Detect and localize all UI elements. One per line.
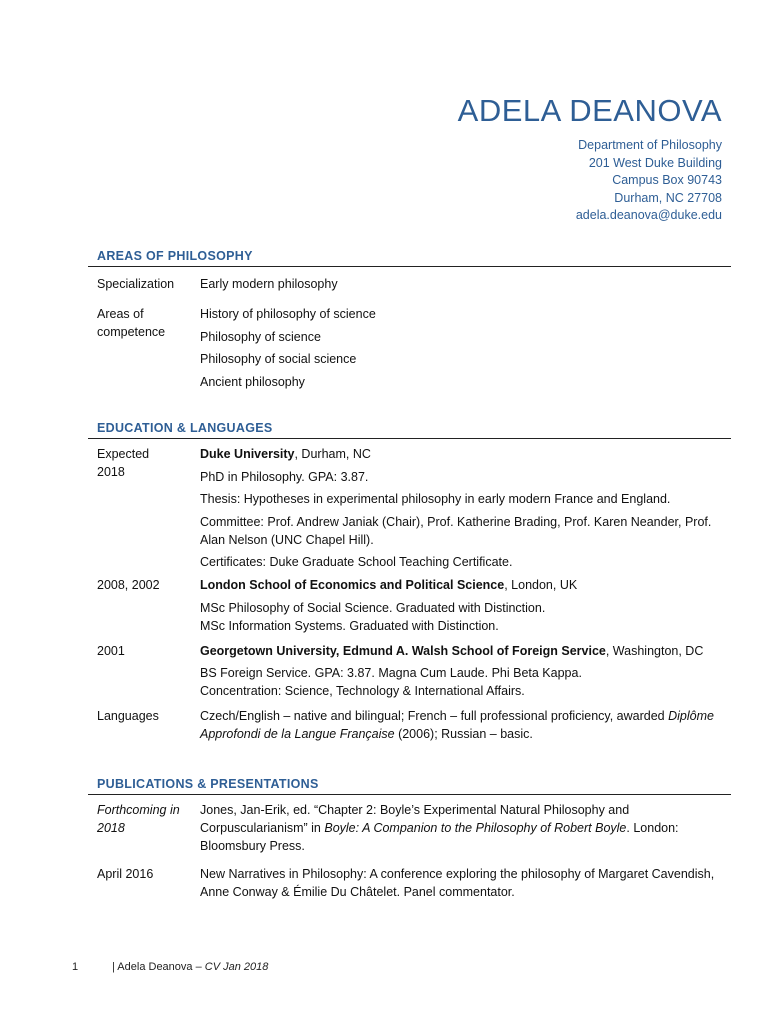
education-entry-georgetown bbox=[88, 642, 731, 701]
thesis-text: Thesis: Hypotheses in experimental philosophy in early modern France and England. bbox=[200, 492, 671, 506]
institution-location: , Washington, DC bbox=[605, 643, 704, 658]
competence-item: Philosophy of social science bbox=[200, 352, 357, 366]
page-number: 1 bbox=[72, 961, 79, 973]
row-label: Specialization bbox=[97, 277, 175, 291]
institution-location: , Durham, NC bbox=[294, 447, 371, 461]
education-entry-duke bbox=[88, 445, 731, 571]
specialization-row bbox=[88, 275, 731, 293]
section-title: AREAS OF PHILOSOPHY bbox=[97, 249, 253, 263]
committee-text: Committee: Prof. Andrew Janiak (Chair), Prof. Katherine Brading, Prof. Karen Neander, Prof. Alan Nelson (UNC Chapel Hill). bbox=[200, 514, 712, 547]
degree-text: BS Foreign Service. GPA: 3.87. Magna Cum Laude. Phi Beta Kappa. bbox=[200, 666, 582, 680]
institution-location: , London, UK bbox=[504, 578, 578, 592]
publication-text-end: . London: Bloomsbury Press. bbox=[200, 821, 679, 853]
diploma-title: Diplôme Approfondi de la Langue Française bbox=[200, 709, 714, 741]
entry-date: April 2016 bbox=[97, 867, 154, 881]
publication-text: Jones, Jan-Erik, ed. “Chapter 2: Boyle’s Experimental Natural Philosophy and Corpuscularianism” in bbox=[200, 803, 630, 835]
address-line: Durham, NC 27708 bbox=[614, 190, 722, 205]
section-title: EDUCATION & LANGUAGES bbox=[97, 421, 273, 435]
publication-entry bbox=[88, 801, 731, 855]
certificates-text: Certificates: Duke Graduate School Teaching Certificate. bbox=[200, 555, 513, 569]
section-publications bbox=[88, 774, 731, 901]
presentation-entry bbox=[88, 865, 731, 901]
specialization-value: Early modern philosophy bbox=[200, 277, 338, 291]
row-label: Languages bbox=[97, 709, 159, 723]
footer-doc: CV Jan 2018 bbox=[204, 961, 269, 973]
languages-row bbox=[88, 707, 731, 743]
education-entry-lse bbox=[88, 576, 731, 635]
entry-date: 2008, 2002 bbox=[97, 578, 160, 592]
competence-item: Philosophy of science bbox=[200, 329, 321, 344]
address-line: 201 West Duke Building bbox=[588, 155, 722, 170]
section-areas bbox=[88, 246, 731, 391]
competence-row bbox=[88, 305, 731, 391]
institution-name: London School of Economics and Political Science bbox=[200, 578, 505, 592]
institution-name: Georgetown University, Edmund A. Walsh School of Foreign Service bbox=[200, 643, 606, 658]
degree-text: MSc Philosophy of Social Science. Graduated with Distinction. bbox=[200, 600, 546, 615]
author-name: ADELA DEANOVA bbox=[457, 93, 722, 128]
address-block bbox=[458, 137, 722, 225]
section-title: PUBLICATIONS & PRESENTATIONS bbox=[97, 777, 319, 791]
entry-date: Expected 2018 bbox=[97, 447, 150, 479]
footer-author: | Adela Deanova – bbox=[112, 961, 205, 973]
institution-name: Duke University bbox=[200, 447, 295, 461]
address-line: Campus Box 90743 bbox=[612, 173, 722, 188]
page-footer bbox=[72, 961, 268, 973]
degree-text: MSc Information Systems. Graduated with Distinction. bbox=[200, 618, 499, 633]
book-title: Boyle: A Companion to the Philosophy of Robert Boyle bbox=[324, 821, 627, 835]
address-line: Department of Philosophy bbox=[578, 138, 722, 152]
degree-text: PhD in Philosophy. GPA: 3.87. bbox=[200, 469, 369, 484]
competence-item: History of philosophy of science bbox=[200, 307, 376, 321]
entry-date: Forthcoming in 2018 bbox=[97, 803, 180, 835]
competence-item: Ancient philosophy bbox=[200, 374, 305, 389]
entry-date: 2001 bbox=[97, 643, 125, 658]
concentration-text: Concentration: Science, Technology & International Affairs. bbox=[200, 684, 525, 698]
email-link[interactable]: adela.deanova@duke.edu bbox=[575, 208, 722, 223]
languages-text: Czech/English – native and bilingual; French – full professional proficiency, awarded bbox=[200, 709, 669, 723]
languages-text-end: (2006); Russian – basic. bbox=[394, 727, 533, 741]
presentation-text: New Narratives in Philosophy: A conference exploring the philosophy of Margaret Cavendish, Anne Conway & Émilie Du Châtelet. Panel commentator. bbox=[200, 867, 715, 899]
row-label: Areas of competence bbox=[97, 307, 166, 339]
cv-header bbox=[458, 92, 722, 225]
section-education bbox=[88, 418, 731, 743]
